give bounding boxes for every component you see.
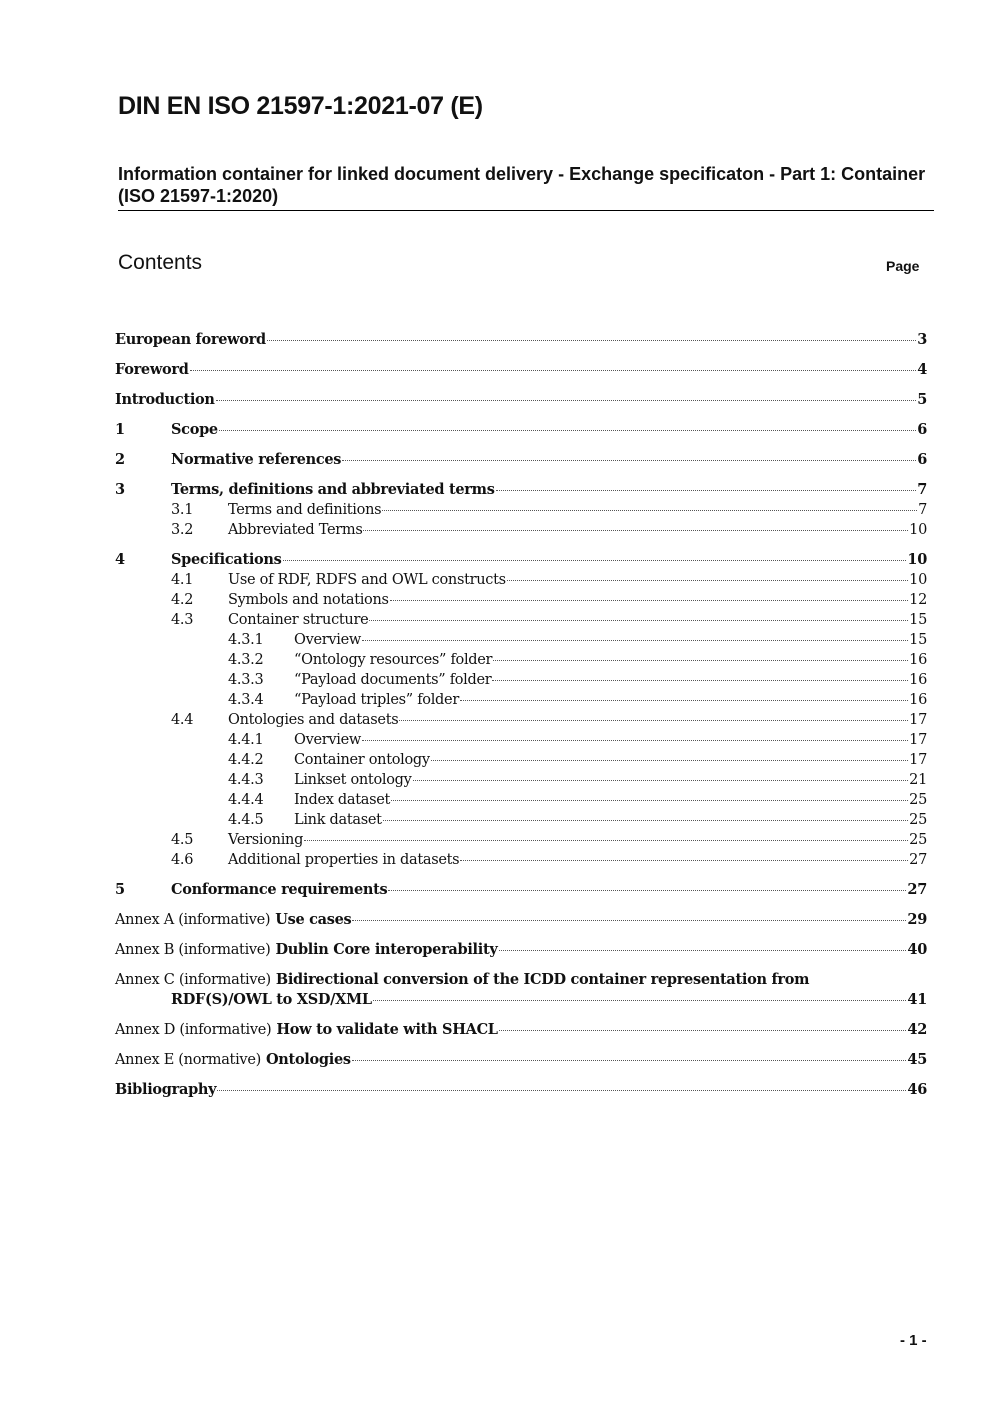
toc-entry-annex-e[interactable] [115, 1050, 927, 1070]
toc-entry-annex-a[interactable] [115, 910, 927, 930]
toc-title: Overview [294, 732, 362, 748]
toc-page: 42 [907, 1021, 927, 1038]
toc-page: 25 [909, 832, 927, 848]
toc-page: 27 [907, 881, 927, 898]
toc-title: Bibliography [115, 1081, 217, 1098]
toc-entry-4-2[interactable] [115, 590, 927, 610]
toc-entry-annex-b[interactable] [115, 940, 927, 960]
toc-entry-4-6[interactable] [115, 850, 927, 870]
toc-number: 4.3 [171, 612, 194, 628]
contents-heading: Contents [118, 251, 203, 274]
toc-entry-4[interactable] [115, 550, 927, 570]
toc-page: 15 [909, 612, 927, 628]
document-id: DIN EN ISO 21597-1:2021-07 (E) [118, 92, 483, 120]
toc-entry-european-foreword[interactable] [115, 330, 927, 350]
toc-title: Use of RDF, RDFS and OWL constructs [228, 572, 506, 588]
toc-page: 45 [907, 1051, 927, 1068]
toc-title: Terms and definitions [228, 502, 382, 518]
toc-number: 4.3.2 [228, 652, 264, 668]
dot-leader [304, 840, 908, 841]
toc-annex-prefix: Annex E (normative) [115, 1052, 261, 1068]
toc-entry-introduction[interactable] [115, 390, 927, 410]
toc-entry-1[interactable] [115, 420, 927, 440]
toc-entry-3-1[interactable] [115, 500, 927, 520]
toc-entry-4-4-4[interactable] [115, 790, 927, 810]
toc-page: 25 [909, 812, 927, 828]
toc-title: Abbreviated Terms [228, 522, 363, 538]
toc-entry-4-4-3[interactable] [115, 770, 927, 790]
toc-title: European foreword [115, 331, 266, 348]
toc-number: 4.4.2 [228, 752, 264, 768]
toc-number: 3.2 [171, 522, 194, 538]
toc-title: Container structure [228, 612, 369, 628]
toc-entry-4-4-2[interactable] [115, 750, 927, 770]
toc-title: Bidirectional conversion of the ICDD container representation from [275, 971, 810, 988]
toc-number: 4.3.4 [228, 692, 264, 708]
toc-entry-4-5[interactable] [115, 830, 927, 850]
toc-page: 17 [909, 752, 927, 768]
toc-entry-4-1[interactable] [115, 570, 927, 590]
toc-number: 2 [115, 451, 125, 468]
toc-page: 16 [909, 672, 927, 688]
toc-page: 29 [907, 911, 927, 928]
dot-leader [413, 780, 909, 781]
dot-leader [217, 1090, 906, 1091]
toc-entry-4-4-5[interactable] [115, 810, 927, 830]
toc-number: 4.1 [171, 572, 194, 588]
toc-entry-4-3-1[interactable] [115, 630, 927, 650]
toc-page: 40 [907, 941, 927, 958]
toc-number: 4.4.4 [228, 792, 264, 808]
toc-number: 4.3.1 [228, 632, 264, 648]
dot-leader [399, 720, 908, 721]
toc-page: 4 [917, 361, 927, 378]
toc-number: 3 [115, 481, 125, 498]
toc-title: “Payload documents” folder [294, 672, 492, 688]
toc-entry-4-3-2[interactable] [115, 650, 927, 670]
toc-page: 17 [909, 732, 927, 748]
toc-number: 4.5 [171, 832, 194, 848]
dot-leader [369, 620, 908, 621]
toc-page: 25 [909, 792, 927, 808]
toc-title: Link dataset [294, 812, 382, 828]
toc-page: 10 [909, 522, 927, 538]
toc-number: 4.2 [171, 592, 194, 608]
toc-title: Versioning [228, 832, 304, 848]
toc-number: 3.1 [171, 502, 194, 518]
dot-leader [352, 1060, 907, 1061]
toc-page: 7 [918, 502, 927, 518]
toc-annex-prefix: Annex B (informative) [115, 942, 271, 958]
toc-number: 4.6 [171, 852, 194, 868]
dot-leader [460, 860, 908, 861]
toc-entry-3[interactable] [115, 480, 927, 500]
toc-number: 5 [115, 881, 125, 898]
toc-number: 4.4 [171, 712, 194, 728]
toc-page: 17 [909, 712, 927, 728]
dot-leader [431, 760, 908, 761]
dot-leader [507, 580, 908, 581]
toc-page: 41 [907, 991, 927, 1008]
dot-leader [267, 340, 916, 341]
dot-leader [383, 820, 908, 821]
dot-leader [362, 640, 908, 641]
toc-number: 4.4.5 [228, 812, 264, 828]
toc-title: Introduction [115, 391, 215, 408]
dot-leader [460, 700, 908, 701]
dot-leader [352, 920, 906, 921]
toc-title: Index dataset [294, 792, 391, 808]
dot-leader [493, 660, 908, 661]
toc-title: Additional properties in datasets [228, 852, 460, 868]
dot-leader [492, 680, 908, 681]
toc-title: Symbols and notations [228, 592, 389, 608]
toc-title: “Ontology resources” folder [294, 652, 493, 668]
toc-annex-prefix: Annex A (informative) [115, 912, 271, 928]
toc-page: 10 [909, 572, 927, 588]
toc-number: 4.3.3 [228, 672, 264, 688]
toc-page: 3 [917, 331, 927, 348]
document-subtitle: Information container for linked document delivery - Exchange specificaton - Part 1: Container (ISO 21597-1:2020) [118, 164, 926, 206]
dot-leader [216, 400, 917, 401]
toc-title: Conformance requirements [171, 881, 388, 898]
dot-leader [190, 370, 917, 371]
dot-leader [219, 430, 916, 431]
toc-page: 16 [909, 692, 927, 708]
dot-leader [499, 1030, 907, 1031]
toc-page: 16 [909, 652, 927, 668]
toc-page: 10 [907, 551, 927, 568]
toc-title: Container ontology [294, 752, 430, 768]
dot-leader [373, 1000, 907, 1001]
toc-entry-4-3-3[interactable] [115, 670, 927, 690]
dot-leader [496, 490, 917, 491]
toc-title: Foreword [115, 361, 189, 378]
toc-entry-annex-d[interactable] [115, 1020, 927, 1040]
toc-annex-prefix: Annex D (informative) [115, 1022, 272, 1038]
table-of-contents [115, 330, 927, 1100]
title-rule [118, 210, 934, 211]
toc-page: 7 [917, 481, 927, 498]
toc-title: “Payload triples” folder [294, 692, 459, 708]
toc-page: 46 [907, 1081, 927, 1098]
toc-title: Scope [171, 421, 218, 438]
footer-page-number: - 1 - [900, 1332, 927, 1349]
toc-title: Overview [294, 632, 362, 648]
toc-entry-3-2[interactable] [115, 520, 927, 540]
toc-number: 4.4.3 [228, 772, 264, 788]
toc-number: 4.4.1 [228, 732, 264, 748]
toc-page: 5 [917, 391, 927, 408]
dot-leader [499, 950, 907, 951]
page-column-label: Page [886, 258, 920, 274]
dot-leader [391, 800, 908, 801]
toc-page: 12 [909, 592, 927, 608]
toc-annex-prefix: Annex C (informative) [115, 972, 271, 988]
toc-title: Terms, definitions and abbreviated terms [171, 481, 495, 498]
dot-leader [382, 510, 917, 511]
toc-title: Use cases [275, 911, 352, 928]
toc-entry-4-3-4[interactable] [115, 690, 927, 710]
dot-leader [390, 600, 908, 601]
toc-entry-bibliography[interactable] [115, 1080, 927, 1100]
dot-leader [363, 530, 908, 531]
dot-leader [283, 560, 907, 561]
dot-leader [362, 740, 908, 741]
toc-entry-2[interactable] [115, 450, 927, 470]
toc-page: 6 [917, 421, 927, 438]
toc-title: Normative references [171, 451, 342, 468]
toc-title-continuation: RDF(S)/OWL to XSD/XML [171, 991, 372, 1008]
toc-title: Linkset ontology [294, 772, 412, 788]
toc-entry-4-3[interactable] [115, 610, 927, 630]
toc-entry-4-4[interactable] [115, 710, 927, 730]
toc-number: 1 [115, 421, 125, 438]
dot-leader [342, 460, 916, 461]
toc-page: 15 [909, 632, 927, 648]
toc-entry-foreword[interactable] [115, 360, 927, 380]
toc-page: 21 [909, 772, 927, 788]
toc-entry-annex-c[interactable] [115, 970, 927, 1010]
toc-title: Dublin Core interoperability [275, 941, 498, 958]
toc-title: Ontologies and datasets [228, 712, 399, 728]
toc-entry-4-4-1[interactable] [115, 730, 927, 750]
toc-page: 27 [909, 852, 927, 868]
toc-title: How to validate with SHACL [276, 1021, 498, 1038]
dot-leader [388, 890, 906, 891]
toc-number: 4 [115, 551, 125, 568]
toc-title: Ontologies [265, 1051, 351, 1068]
toc-title: Specifications [171, 551, 282, 568]
toc-page: 6 [917, 451, 927, 468]
toc-entry-5[interactable] [115, 880, 927, 900]
